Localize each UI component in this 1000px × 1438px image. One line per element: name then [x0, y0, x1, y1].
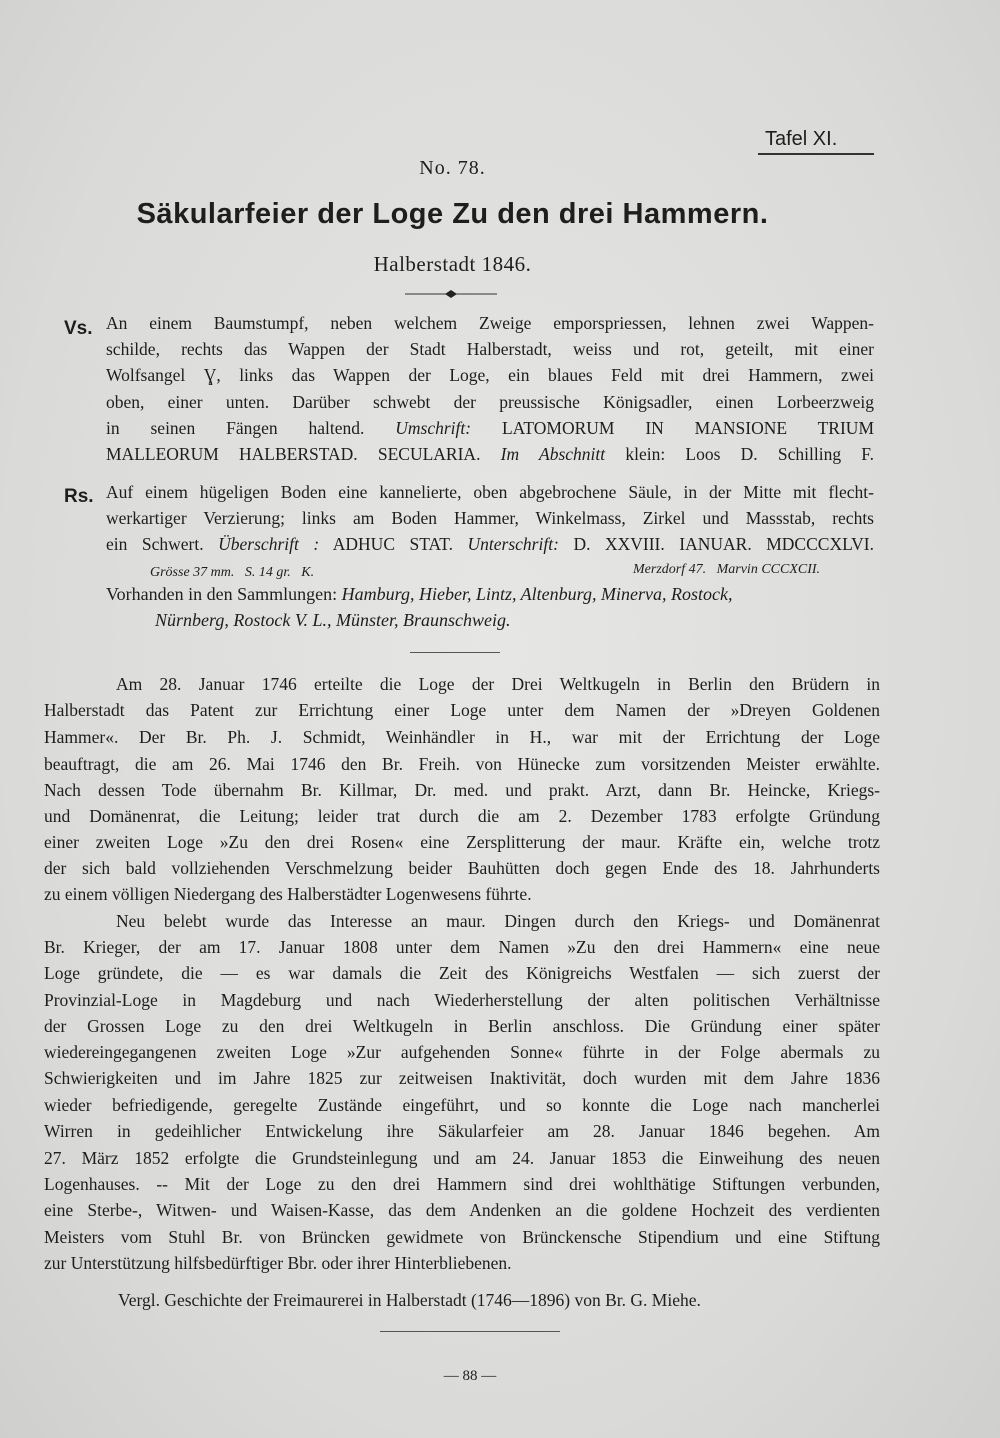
top-inscription-label: Überschrift :	[218, 534, 320, 554]
obverse-line	[106, 444, 874, 465]
paragraph-line: Logenhauses. -- Mit der Loge zu den drei Hammern sind drei wohlthätige Stiftungen verbunden,	[44, 1174, 880, 1194]
paragraph-line: Am 28. Januar 1746 erteilte die Loge der Drei Weltkugeln in Berlin den Brüdern in	[116, 674, 880, 694]
page-number: — 88 —	[443, 1368, 497, 1384]
size-weight-info: Grösse 37 mm. S. 14 gr. K.	[150, 565, 315, 580]
paragraph-line: Nach dessen Tode übernahm Br. Killmar, Dr. med. und prakt. Arzt, dann Br. Heincke, Kriegs-	[44, 780, 880, 800]
paragraph-line: 27. März 1852 erfolgte die Grundsteinlegung und am 24. Januar 1853 die Einweihung des neuen	[44, 1148, 880, 1168]
text-span: in seinen Fängen haltend.	[106, 418, 365, 438]
obverse-line: Wolfsangel Ɣ, links das Wappen der Loge, ein blaues Feld mit drei Hammern, zwei	[106, 365, 874, 385]
paragraph-line: Meisters vom Stuhl Br. von Brüncken gewidmete von Brünckensche Stipendium und eine Stiftung	[44, 1227, 880, 1247]
obverse-line: oben, einer unten. Darüber schwebt der preussische Königsadler, einen Lorbeerzweig	[106, 392, 874, 412]
paragraph-line: einer zweiten Loge »Zu den drei Rosen« eine Zersplitterung der maur. Kräfte ein, welche trotz	[44, 832, 880, 852]
reverse-line: werkartiger Verzierung; links am Boden Hammer, Winkelmass, Zirkel und Massstab, rechts	[106, 508, 874, 528]
paragraph-line: Halberstadt das Patent zur Errichtung einer Loge unter dem Namen der »Dreyen Goldenen	[44, 700, 880, 720]
paragraph-line: Provinzial-Loge in Magdeburg und nach Wiederherstellung der alten politischen Verhältnisse	[44, 990, 880, 1010]
paragraph-line: beauftragt, die am 26. Mai 1746 den Br. Freih. von Hünecke zum vorsitzenden Meister erwählte.	[44, 754, 880, 774]
signature-text: klein: Loos D. Schilling F.	[625, 444, 874, 464]
inscription-text: D. XXVIII. IANUAR. MDCCCXLVI.	[573, 534, 875, 554]
inscription-label: Umschrift:	[395, 418, 472, 438]
paragraph-line: der sich bald vollziehenden Verschmelzung beider Bauhütten doch gegen Ende des 18. Jahrhunderts	[44, 858, 880, 878]
paragraph-line: eine Sterbe-, Witwen- und Waisen-Kasse, das dem Andenken an die goldene Hochzeit des verdienten	[44, 1200, 880, 1220]
paragraph-line: und Domänenrat, die Leitung; leider trat durch die am 2. Dezember 1783 erfolgte Gründung	[44, 806, 880, 826]
obverse-line: schilde, rechts das Wappen der Stadt Halberstadt, weiss und rot, geteilt, mit einer	[106, 339, 874, 359]
holdings-list: Nürnberg, Rostock V. L., Münster, Braunschweig.	[155, 610, 511, 630]
bottom-inscription-label: Unterschrift:	[467, 534, 559, 554]
text-span: ein Schwert.	[106, 534, 204, 554]
paragraph-line: Wirren in gedeihlicher Entwickelung ihre Säkularfeier am 28. Januar 1846 begehen. Am	[44, 1121, 880, 1141]
paragraph-line: Neu belebt wurde das Interesse an maur. Dingen durch den Kriegs- und Domänenrat	[116, 911, 880, 931]
ornament-divider	[405, 289, 497, 299]
paragraph-line: Hammer«. Der Br. Ph. J. Schmidt, Weinhändler in H., war mit der Errichtung der Loge	[44, 727, 880, 747]
plate-label-underline	[758, 153, 874, 155]
paragraph-line: Schwierigkeiten und im Jahre 1825 zur zeitweisen Inaktivität, doch wurden mit dem Jahre 1836	[44, 1068, 880, 1088]
inscription-text: LATOMORUM IN MANSIONE TRIUM	[501, 418, 875, 438]
entry-number: No. 78.	[419, 157, 486, 179]
reverse-line	[106, 534, 874, 555]
paragraph-line: zur Unterstützung hilfsbedürftiger Bbr. oder ihrer Hinterbliebenen.	[44, 1253, 512, 1273]
holdings-line	[106, 584, 732, 605]
paragraph-line: wiedereingegangenen zweiten Loge »Zur aufgehenden Sonne« führte in der Folge abermals zu	[44, 1042, 880, 1062]
section-divider	[410, 652, 500, 653]
catalogue-references: Merzdorf 47. Marvin CCCXCII.	[633, 562, 821, 577]
holdings-line	[155, 610, 511, 631]
inscription-text: MALLEORUM HALBERSTAD. SECULARIA.	[106, 444, 481, 464]
inscription-text: ADHUC STAT.	[332, 534, 453, 554]
obverse-label: Vs.	[64, 318, 93, 339]
page-title: Säkularfeier der Loge Zu den drei Hammern.	[136, 198, 769, 230]
reference-note: Vergl. Geschichte der Freimaurerei in Halberstadt (1746—1896) von Br. G. Miehe.	[118, 1290, 701, 1310]
exergue-label: Im Abschnitt	[500, 444, 606, 464]
closing-divider	[380, 1331, 560, 1332]
paragraph-line: der Grossen Loge zu den drei Weltkugeln in Berlin anschloss. Die Gründung einer später	[44, 1016, 880, 1036]
place-date: Halberstadt 1846.	[373, 252, 532, 276]
reverse-line: Auf einem hügeligen Boden eine kannelierte, oben abgebrochene Säule, in der Mitte mit flecht-	[106, 482, 874, 502]
obverse-line: An einem Baumstumpf, neben welchem Zweige emporspriessen, lehnen zwei Wappen-	[106, 313, 874, 333]
paragraph-line: Br. Krieger, der am 17. Januar 1808 unter dem Namen »Zu den drei Hammern« eine neue	[44, 937, 880, 957]
holdings-list: Hamburg, Hieber, Lintz, Altenburg, Minerva, Rostock,	[341, 584, 733, 604]
paragraph-line: Loge gründete, die — es war damals die Zeit des Königreichs Westfalen — sich zuerst der	[44, 963, 880, 983]
plate-label: Tafel XI.	[765, 128, 838, 150]
reverse-label: Rs.	[64, 486, 94, 507]
obverse-line	[106, 418, 874, 439]
paragraph-line: zu einem völligen Niedergang des Halberstädter Logenwesens führte.	[44, 884, 532, 904]
paragraph-line: wieder befriedigende, geregelte Zustände eingeführt, und so konnte die Loge nach mancherlei	[44, 1095, 880, 1115]
holdings-prefix: Vorhanden in den Sammlungen:	[106, 584, 338, 604]
